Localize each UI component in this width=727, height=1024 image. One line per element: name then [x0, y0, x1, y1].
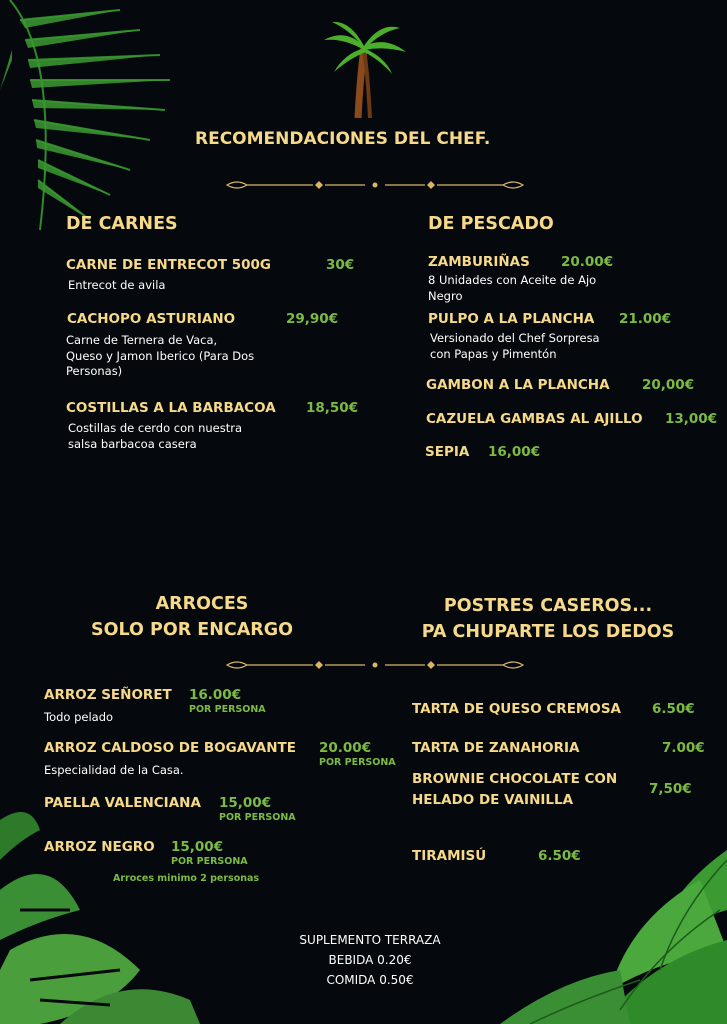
per-person-label: POR PERSONA	[189, 704, 266, 715]
per-person-label: POR PERSONA	[219, 812, 296, 823]
menu-item-name: CACHOPO ASTURIANO	[67, 311, 236, 327]
divider-ornament-icon	[225, 178, 525, 192]
menu-item-name: TARTA DE QUESO CREMOSA	[412, 701, 621, 717]
per-person-label: POR PERSONA	[171, 856, 248, 867]
menu-item-name: CAZUELA GAMBAS AL AJILLO	[426, 411, 643, 427]
monstera-leaf-icon	[0, 800, 200, 1024]
menu-item-price: 13,00€	[665, 411, 718, 427]
palm-leaf-icon	[500, 850, 727, 1024]
menu-item-desc: Entrecot de avila	[68, 278, 166, 292]
menu-item-price: 15,00€	[171, 839, 224, 855]
menu-item-name: GAMBON A LA PLANCHA	[426, 377, 610, 393]
menu-item-name: ZAMBURIÑAS	[428, 254, 530, 270]
menu-item-desc: Especialidad de la Casa.	[44, 763, 184, 777]
menu-item-price: 16,00€	[488, 444, 541, 460]
menu-item-name: ARROZ NEGRO	[44, 839, 155, 855]
menu-item-name: TARTA DE ZANAHORIA	[412, 740, 580, 756]
section-heading-pescado: DE PESCADO	[428, 214, 554, 234]
menu-item-name: COSTILLAS A LA BARBACOA	[66, 400, 276, 416]
menu-item-name: BROWNIE CHOCOLATE CON	[412, 771, 618, 787]
menu-item-price: 15,00€	[219, 795, 272, 811]
menu-item-name: ARROZ SEÑORET	[44, 687, 172, 703]
menu-item-name: TIRAMISÚ	[412, 848, 487, 864]
menu-item-name: PULPO A LA PLANCHA	[428, 311, 595, 327]
section-heading-postres: POSTRES CASEROS...	[443, 596, 653, 616]
menu-item-price: 29,90€	[286, 311, 339, 327]
menu-item-price: 18,50€	[306, 400, 359, 416]
menu-item-price: 20.00€	[561, 254, 614, 270]
menu-item-price: 7,50€	[649, 781, 692, 797]
footer-suplemento: SUPLEMENTO TERRAZA	[299, 933, 441, 947]
footer-comida: COMIDA 0.50€	[326, 973, 414, 987]
divider-ornament-icon	[225, 658, 525, 672]
per-person-label: POR PERSONA	[319, 757, 396, 768]
page-title: RECOMENDACIONES DEL CHEF.	[195, 129, 491, 149]
menu-item-name: CARNE DE ENTRECOT 500G	[66, 257, 271, 273]
menu-item-price: 20,00€	[642, 377, 695, 393]
menu-item-price: 20.00€	[319, 740, 372, 756]
palm-tree-icon	[320, 18, 408, 120]
menu-item-desc: Todo pelado	[44, 710, 114, 724]
menu-item-desc: 8 Unidades con Aceite de Ajo Negro	[428, 273, 597, 303]
menu-item-desc: Carne de Ternera de Vaca, Queso y Jamon Iberico (Para Dos Personas)	[66, 333, 255, 378]
section-subheading-arroces: SOLO POR ENCARGO	[91, 620, 293, 640]
menu-item-desc: Versionado del Chef Sorpresa con Papas y Pimentón	[430, 331, 600, 361]
menu-item-name: SEPIA	[425, 444, 470, 460]
footer-bebida: BEBIDA 0.20€	[328, 953, 412, 967]
menu-item-price: 16.00€	[189, 687, 242, 703]
palm-leaf-icon	[0, 0, 190, 240]
menu-item-price: 21.00€	[619, 311, 672, 327]
section-subheading-postres: PA CHUPARTE LOS DEDOS	[421, 622, 675, 642]
section-heading-arroces: ARROCES	[155, 594, 249, 614]
menu-item-name-line2: HELADO DE VAINILLA	[412, 792, 574, 808]
menu-item-desc: Costillas de cerdo con nuestra salsa barbacoa casera	[68, 421, 243, 451]
menu-item-price: 6.50€	[538, 848, 581, 864]
menu-item-name: PAELLA VALENCIANA	[44, 795, 201, 811]
menu-item-price: 6.50€	[652, 701, 695, 717]
menu-item-price: 30€	[326, 257, 355, 273]
section-heading-carnes: DE CARNES	[66, 214, 178, 234]
menu-item-price: 7.00€	[662, 740, 705, 756]
menu-item-name: ARROZ CALDOSO DE BOGAVANTE	[44, 740, 296, 756]
arroces-note: Arroces minimo 2 personas	[113, 873, 260, 884]
